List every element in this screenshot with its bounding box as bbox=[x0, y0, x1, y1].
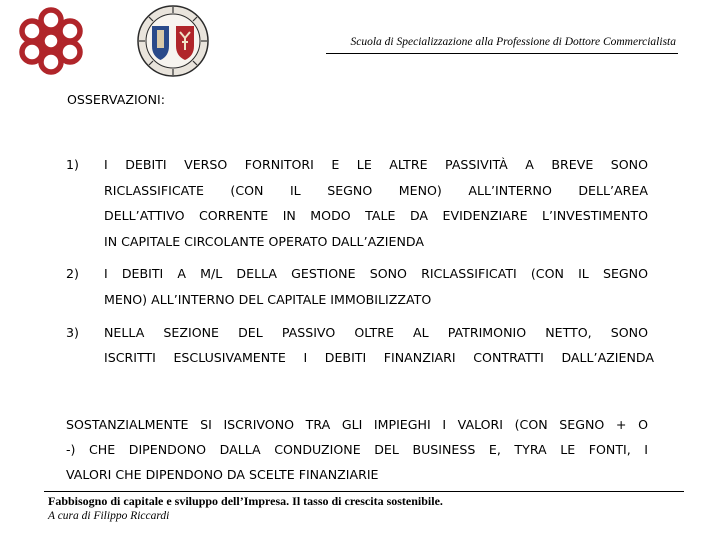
item-2-line-2: MENO) ALL’INTERNO DEL CAPITALE IMMOBILIZZATO bbox=[104, 292, 432, 307]
footer-rule bbox=[44, 491, 684, 492]
item-1-line-2: RICLASSIFICATE (CON IL SEGNO MENO) ALL’INTERNO DELL’AREA bbox=[104, 183, 648, 198]
item-3-line-1: NELLA SEZIONE DEL PASSIVO OLTRE AL PATRIMONIO NETTO, SONO bbox=[104, 325, 648, 340]
header-rule bbox=[326, 53, 678, 54]
item-2-number: 2) bbox=[66, 266, 79, 281]
item-1-line-4: IN CAPITALE CIRCOLANTE OPERATO DALL’AZIENDA bbox=[104, 234, 424, 249]
summary-line-2: -) CHE DIPENDONO DALLA CONDUZIONE DEL BUSINESS E, TYRA LE FONTI, I bbox=[66, 442, 648, 457]
footer-author: A cura di Filippo Riccardi bbox=[48, 510, 170, 522]
header-title: Scuola di Specializzazione alla Professione di Dottore Commercialista bbox=[350, 36, 676, 48]
item-2-line-1: I DEBITI A M/L DELLA GESTIONE SONO RICLASSIFICATI (CON IL SEGNO bbox=[104, 266, 648, 281]
summary-line-1: SOSTANZIALMENTE SI ISCRIVONO TRA GLI IMPIEGHI I VALORI (CON SEGNO + O bbox=[66, 417, 648, 432]
observations-heading: OSSERVAZIONI: bbox=[67, 92, 165, 107]
item-1-line-1: I DEBITI VERSO FORNITORI E LE ALTRE PASSIVITÀ A BREVE SONO bbox=[104, 157, 648, 172]
item-3-number: 3) bbox=[66, 325, 79, 340]
item-1-number: 1) bbox=[66, 157, 79, 172]
knot-emblem-icon bbox=[18, 4, 84, 78]
item-1-line-3: DELL’ATTIVO CORRENTE IN MODO TALE DA EVIDENZIARE L’INVESTIMENTO bbox=[104, 208, 648, 223]
university-seal-icon bbox=[136, 4, 210, 78]
item-3-line-2: ISCRITTI ESCLUSIVAMENTE I DEBITI FINANZIARI CONTRATTI DALL’AZIENDA bbox=[104, 350, 654, 365]
summary-line-3: VALORI CHE DIPENDONO DA SCELTE FINANZIARIE bbox=[66, 467, 379, 482]
footer-title: Fabbisogno di capitale e sviluppo dell’Impresa. Il tasso di crescita sostenibile. bbox=[48, 494, 443, 508]
